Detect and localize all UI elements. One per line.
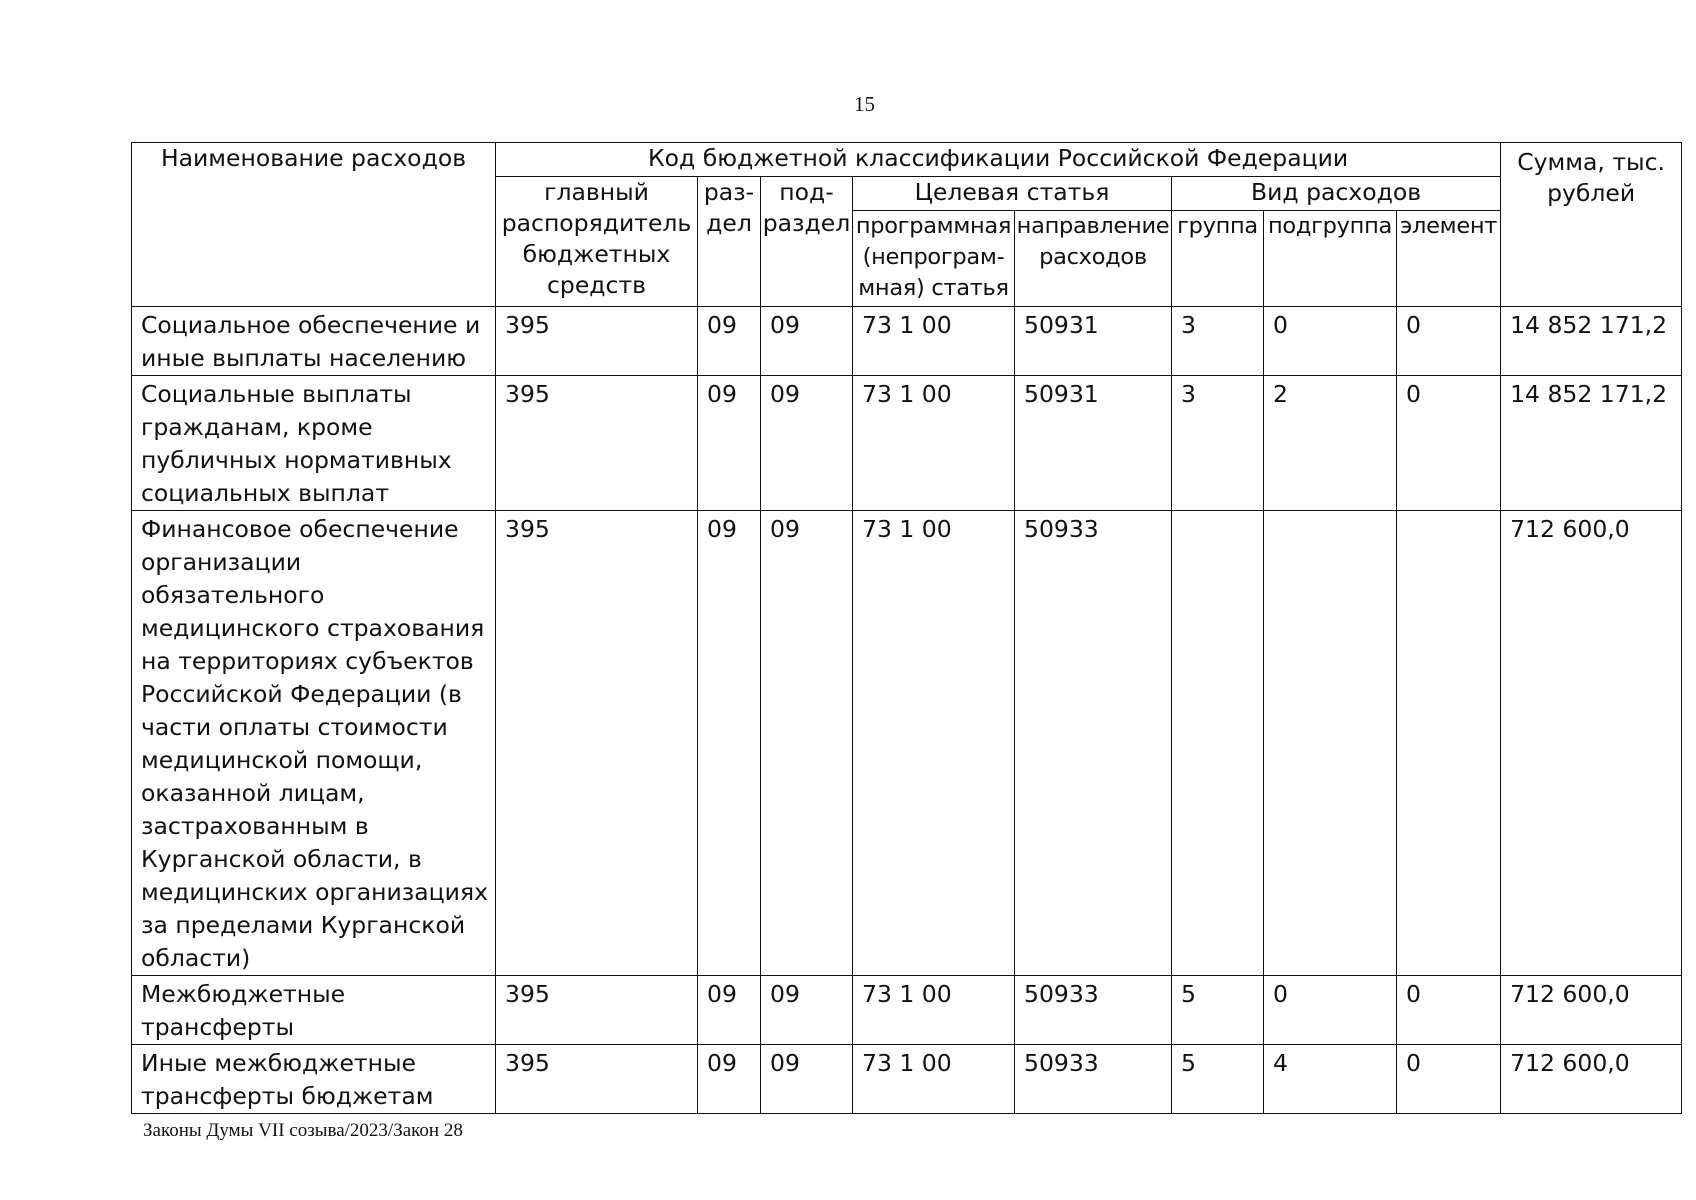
cell-subsection: 09 [761,511,853,976]
header-expense-direction: направление расходов [1015,211,1172,307]
cell-subgroup: 2 [1264,376,1397,511]
cell-sum: 14 852 171,2 [1501,376,1682,511]
cell-sum: 14 852 171,2 [1501,307,1682,376]
cell-name: Социальные выплаты гражданам, кроме публичных нормативных социальных выплат [132,376,496,511]
cell-section: 09 [698,976,761,1045]
cell-direction: 50931 [1015,376,1172,511]
table-row [132,511,1682,976]
cell-section: 09 [698,1045,761,1114]
cell-subsection: 09 [761,1045,853,1114]
budget-table [131,142,1682,1114]
cell-group: 3 [1172,376,1264,511]
cell-program: 73 1 00 [853,376,1015,511]
table-header [132,143,1682,307]
cell-section: 09 [698,376,761,511]
cell-section: 09 [698,307,761,376]
cell-element: 0 [1397,307,1501,376]
cell-subgroup: 0 [1264,976,1397,1045]
cell-main-manager: 395 [496,307,698,376]
table-row [132,1045,1682,1114]
header-name: Наименование расходов [132,143,496,307]
cell-program: 73 1 00 [853,307,1015,376]
cell-direction: 50933 [1015,1045,1172,1114]
header-program-article: программная (непрограм- мная) статья [853,211,1015,307]
page-number: 15 [854,92,875,116]
cell-program: 73 1 00 [853,976,1015,1045]
header-subgroup: подгруппа [1264,211,1397,307]
header-subsection: под- раздел [761,177,853,307]
header-section: раз- дел [698,177,761,307]
table-body [132,307,1682,1114]
table-row [132,976,1682,1045]
cell-subgroup: 4 [1264,1045,1397,1114]
cell-name: Финансовое обеспечение организации обязательного медицинского страхования на территориях субъектов Российской Федерации (в части оплаты стоимости медицинской помощи, оказанной лицам, застрахованным в Курганской области, в медицинских организациях за пределами Курганской области) [132,511,496,976]
document-footer: Законы Думы VII созыва/2023/Закон 28 [143,1120,463,1141]
cell-name: Социальное обеспечение и иные выплаты населению [132,307,496,376]
cell-main-manager: 395 [496,976,698,1045]
header-main-manager: главный распорядитель бюджетных средств [496,177,698,307]
cell-main-manager: 395 [496,1045,698,1114]
cell-subsection: 09 [761,976,853,1045]
cell-main-manager: 395 [496,511,698,976]
cell-group: 3 [1172,307,1264,376]
cell-group: 5 [1172,1045,1264,1114]
header-code-group: Код бюджетной классификации Российской Федерации [496,143,1501,177]
table-row [132,307,1682,376]
cell-main-manager: 395 [496,376,698,511]
table-row [132,376,1682,511]
cell-sum: 712 600,0 [1501,511,1682,976]
cell-element [1397,511,1501,976]
header-target-article: Целевая статья [853,177,1172,211]
header-element: элемент [1397,211,1501,307]
header-group: группа [1172,211,1264,307]
cell-sum: 712 600,0 [1501,976,1682,1045]
cell-group: 5 [1172,976,1264,1045]
cell-program: 73 1 00 [853,511,1015,976]
cell-element: 0 [1397,1045,1501,1114]
cell-direction: 50933 [1015,511,1172,976]
cell-subsection: 09 [761,307,853,376]
header-expense-type: Вид расходов [1172,177,1501,211]
cell-element: 0 [1397,976,1501,1045]
cell-program: 73 1 00 [853,1045,1015,1114]
cell-name: Иные межбюджетные трансферты бюджетам [132,1045,496,1114]
cell-direction: 50933 [1015,976,1172,1045]
header-sum: Сумма, тыс. рублей [1501,143,1682,307]
cell-subgroup: 0 [1264,307,1397,376]
cell-element: 0 [1397,376,1501,511]
cell-name: Межбюджетные трансферты [132,976,496,1045]
cell-section: 09 [698,511,761,976]
cell-subsection: 09 [761,376,853,511]
cell-subgroup [1264,511,1397,976]
cell-direction: 50931 [1015,307,1172,376]
cell-group [1172,511,1264,976]
cell-sum: 712 600,0 [1501,1045,1682,1114]
